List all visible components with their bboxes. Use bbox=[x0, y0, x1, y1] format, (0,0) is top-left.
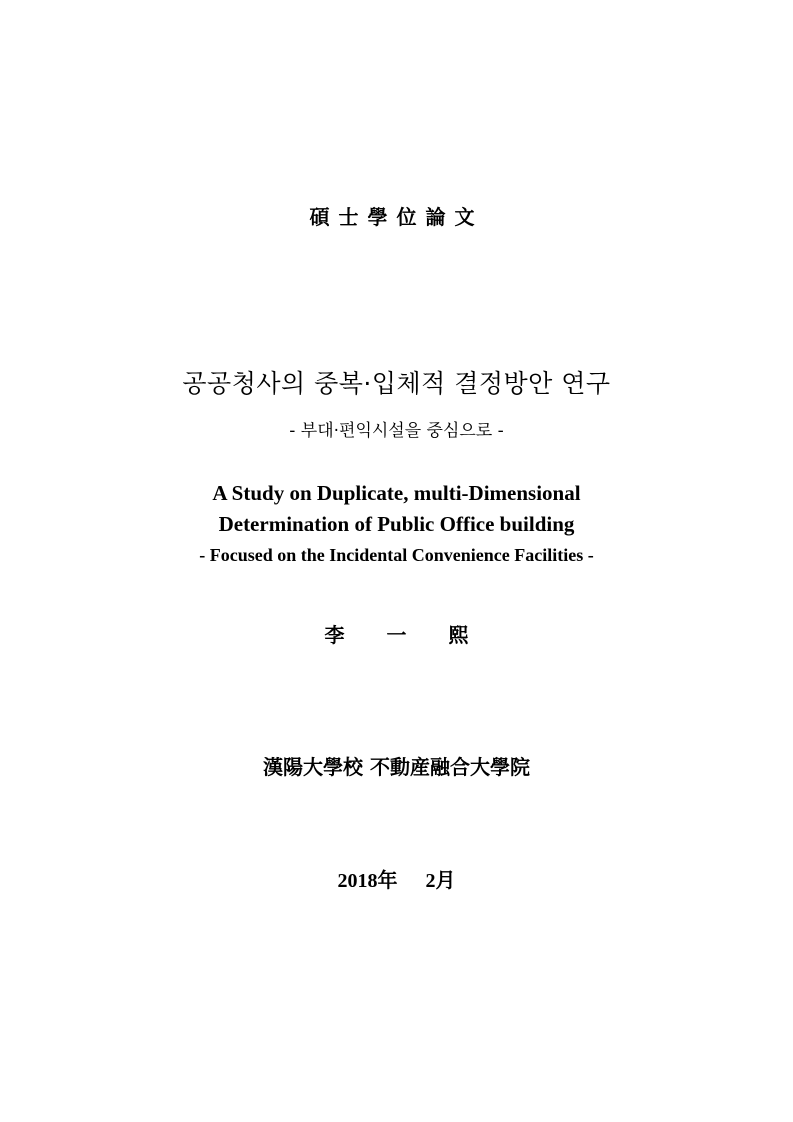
submission-month: 2月 bbox=[425, 870, 456, 892]
submission-date bbox=[0, 871, 793, 891]
thesis-title-english-line1: A Study on Duplicate, multi-Dimensional bbox=[212, 481, 581, 505]
school-name: 漢陽大學校 不動産融合大學院 bbox=[263, 755, 530, 779]
thesis-subtitle-korean: - 부대·편익시설을 중심으로 - bbox=[289, 421, 504, 441]
submission-year: 2018年 bbox=[337, 870, 398, 892]
thesis-title-english-line2: Determination of Public Office building bbox=[218, 512, 575, 536]
degree-type: 碩士學位論文 bbox=[309, 205, 484, 229]
author-name: 李一熙 bbox=[324, 623, 511, 647]
thesis-subtitle-english: - Focused on the Incidental Convenience Facilities - bbox=[199, 545, 594, 565]
thesis-title-korean: 공공청사의 중복·입체적 결정방안 연구 bbox=[182, 369, 611, 398]
